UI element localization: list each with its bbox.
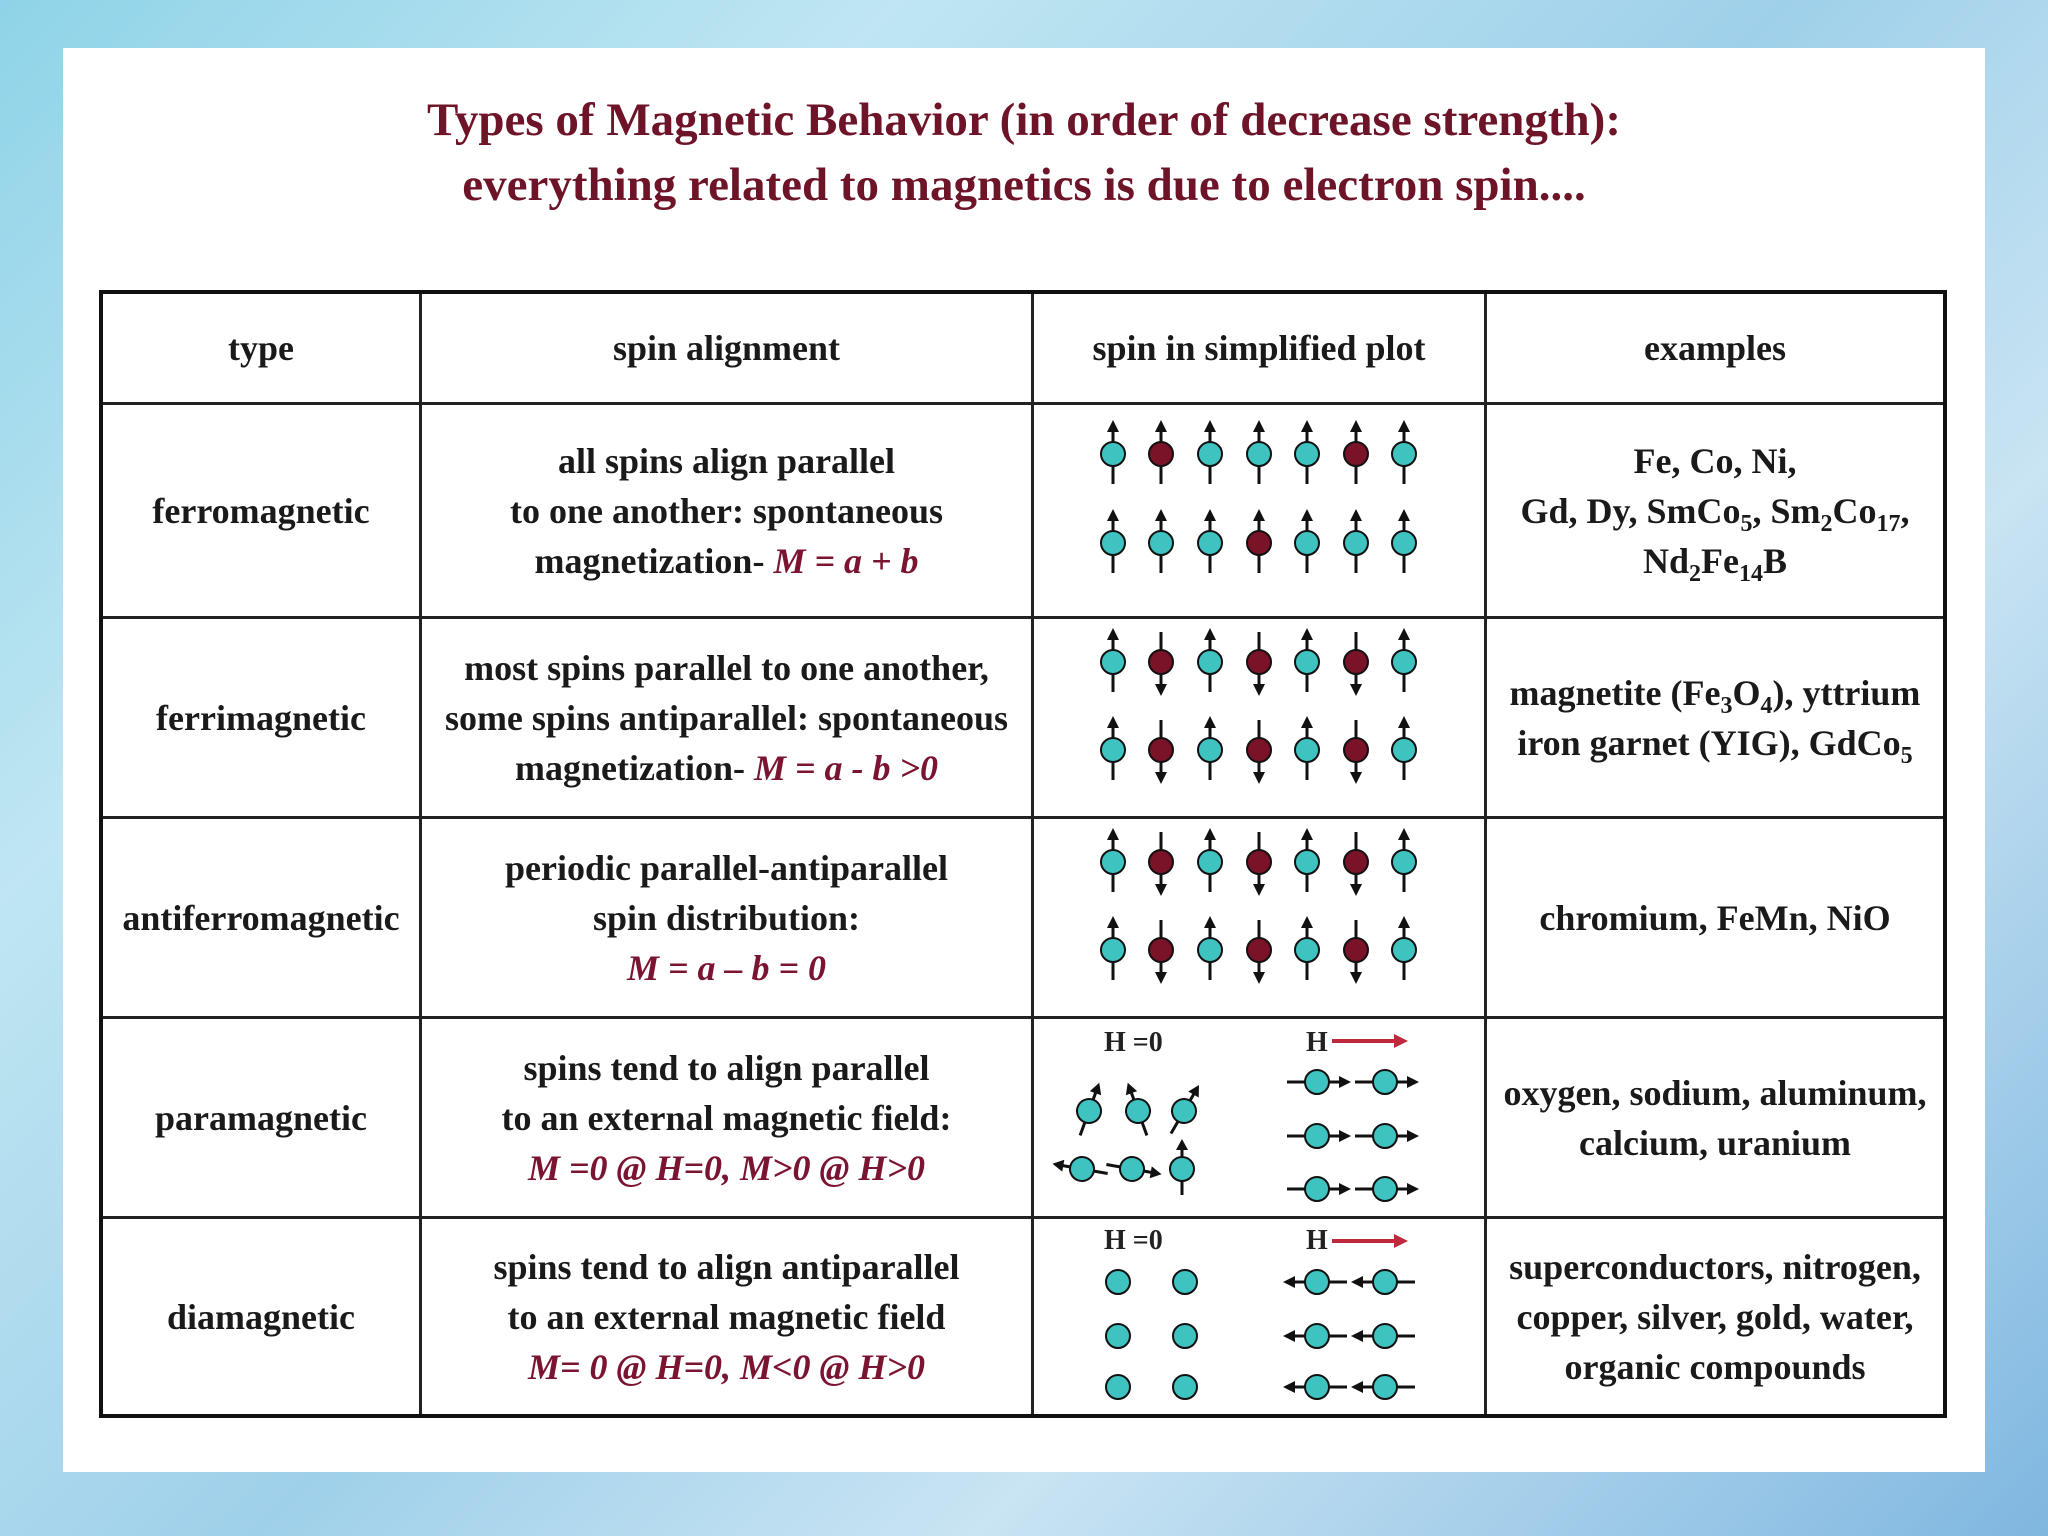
alignment-ferromagnetic [422,405,1031,616]
type-ferrimagnetic: ferrimagnetic [156,697,366,738]
spin-down-icon [1344,720,1368,784]
slide-title [63,88,1985,218]
examples-line: organic compounds [1564,1346,1866,1387]
spin-right-icon [1287,1070,1351,1094]
spin-zero-icon [1106,1324,1130,1348]
title-line-2: everything related to magnetics is due to electron spin.... [462,159,1586,211]
alignment-line: magnetization- M = a - b >0 [515,747,938,788]
formula: M =0 @ H=0, M>0 @ H>0 [528,1147,925,1188]
alignment-paramagnetic [422,1019,1031,1216]
spin-down-icon [1149,832,1173,896]
alignment-line: magnetization- M = a + b [534,540,919,581]
spin-random-icon [1170,1139,1194,1195]
spin-up-icon [1344,420,1368,484]
spin-up-icon [1392,916,1416,980]
type-paramagnetic: paramagnetic [155,1097,367,1138]
examples-line: $Nd_2Fe_{14}B$ [1642,540,1787,587]
spin-up-icon [1198,509,1222,573]
examples-line: Gd, Dy, SmCo$_5$, $Sm_2Co_{17}$, [1520,490,1910,537]
spin-random-icon [1069,1079,1111,1140]
alignment-line: to an external magnetic field [507,1296,946,1337]
spin-plot-ferromagnetic [1034,405,1484,616]
spin-right-icon [1355,1124,1419,1148]
spin-up-icon [1295,628,1319,692]
field-arrow-icon [1332,1034,1408,1048]
header-type: type [228,328,294,368]
spin-up-icon [1295,509,1319,573]
spin-random-icon [1161,1079,1210,1139]
spin-up-icon [1247,509,1271,573]
alignment-line: all spins align parallel [557,440,896,481]
spin-plot-diamagnetic [1034,1219,1484,1414]
examples-line: calcium, uranium [1578,1122,1851,1163]
alignment-line: spins tend to align antiparallel [493,1246,960,1287]
spin-zero-icon [1173,1375,1197,1399]
spin-up-icon [1198,828,1222,892]
header-spin-alignment: spin alignment [612,328,841,368]
spin-up-icon [1198,916,1222,980]
alignment-line: spin distribution: [592,897,861,938]
examples-line: magnetite $(Fe_3O_4)$, yttrium [1509,672,1921,719]
type-ferromagnetic: ferromagnetic [152,490,370,531]
examples-line: oxygen, sodium, aluminum, [1503,1072,1927,1113]
alignment-diamagnetic [422,1219,1031,1414]
spin-up-icon [1392,420,1416,484]
spin-random-icon [1116,1079,1158,1140]
header-examples: examples [1644,328,1786,368]
spin-plot-antiferromagnetic [1034,819,1484,1016]
alignment-line: to an external magnetic field: [501,1097,952,1138]
h-zero-label: H =0 [1104,1225,1163,1256]
spin-left-icon [1283,1270,1347,1294]
spin-left-icon [1351,1270,1415,1294]
spin-up-icon [1198,716,1222,780]
magnetic-behavior-table [99,290,1947,1418]
examples-line: superconductors, nitrogen, [1509,1246,1921,1287]
spin-up-icon [1295,916,1319,980]
spin-down-icon [1344,920,1368,984]
formula: M = a – b = 0 [626,947,827,988]
spin-up-icon [1392,509,1416,573]
alignment-line: periodic parallel-antiparallel [505,847,948,888]
spin-up-icon [1101,628,1125,692]
spin-plot-ferrimagnetic [1034,619,1484,816]
examples-line: chromium, FeMn, NiO [1539,897,1891,938]
alignment-line: to one another: spontaneous [509,490,944,531]
alignment-ferrimagnetic [422,619,1031,816]
spin-up-icon [1392,628,1416,692]
spin-right-icon [1287,1124,1351,1148]
spin-zero-icon [1173,1270,1197,1294]
spin-down-icon [1247,832,1271,896]
spin-left-icon [1351,1375,1415,1399]
title-line-1: Types of Magnetic Behavior (in order of decrease strength): [427,94,1621,146]
field-arrow-icon [1332,1234,1408,1248]
spin-down-icon [1149,632,1173,696]
spin-right-icon [1287,1177,1351,1201]
alignment-line: spins tend to align parallel [523,1047,930,1088]
examples-ferrimagnetic [1487,619,1943,816]
spin-up-icon [1295,828,1319,892]
spin-up-icon [1247,420,1271,484]
spin-zero-icon [1106,1270,1130,1294]
spin-left-icon [1283,1375,1347,1399]
slide [63,48,1985,1472]
type-antiferromagnetic: antiferromagnetic [122,897,400,938]
type-diamagnetic: diamagnetic [167,1296,355,1337]
spin-up-icon [1101,509,1125,573]
spin-random-icon [1050,1152,1109,1185]
spin-down-icon [1344,632,1368,696]
spin-up-icon [1101,916,1125,980]
formula: M= 0 @ H=0, M<0 @ H>0 [528,1346,925,1387]
spin-right-icon [1355,1177,1419,1201]
spin-zero-icon [1173,1324,1197,1348]
h-label: H [1306,1027,1328,1058]
spin-down-icon [1247,720,1271,784]
spin-up-icon [1149,509,1173,573]
spin-up-icon [1198,420,1222,484]
spin-up-icon [1344,509,1368,573]
spin-up-icon [1149,420,1173,484]
spin-plot-paramagnetic [1034,1019,1484,1216]
spin-up-icon [1392,716,1416,780]
examples-antiferromagnetic [1487,819,1943,1016]
spin-down-icon [1149,720,1173,784]
spin-up-icon [1295,716,1319,780]
alignment-line: some spins antiparallel: spontaneous [444,697,1009,738]
examples-paramagnetic [1487,1019,1943,1216]
spin-up-icon [1392,828,1416,892]
spin-zero-icon [1106,1375,1130,1399]
spin-down-icon [1247,920,1271,984]
examples-diamagnetic [1487,1219,1943,1414]
spin-down-icon [1247,632,1271,696]
h-label: H [1306,1225,1328,1256]
spin-up-icon [1295,420,1319,484]
formula: M = a + b [773,540,919,581]
examples-line: Fe, Co, Ni, [1633,440,1797,481]
spin-up-icon [1101,828,1125,892]
examples-line: copper, silver, gold, water, [1516,1296,1914,1337]
spin-up-icon [1101,716,1125,780]
spin-left-icon [1283,1324,1347,1348]
spin-random-icon [1104,1153,1163,1186]
spin-up-icon [1101,420,1125,484]
alignment-line: most spins parallel to one another, [464,647,989,688]
spin-down-icon [1149,920,1173,984]
alignment-antiferromagnetic [422,819,1031,1016]
h-zero-label: H =0 [1104,1027,1163,1058]
spin-right-icon [1355,1070,1419,1094]
formula: M = a - b >0 [753,747,938,788]
header-spin-plot: spin in simplified plot [1092,328,1426,368]
examples-ferromagnetic [1487,405,1943,616]
spin-up-icon [1198,628,1222,692]
spin-down-icon [1344,832,1368,896]
examples-line: iron garnet (YIG), GdCo$_5$ [1517,722,1913,769]
spin-left-icon [1351,1324,1415,1348]
